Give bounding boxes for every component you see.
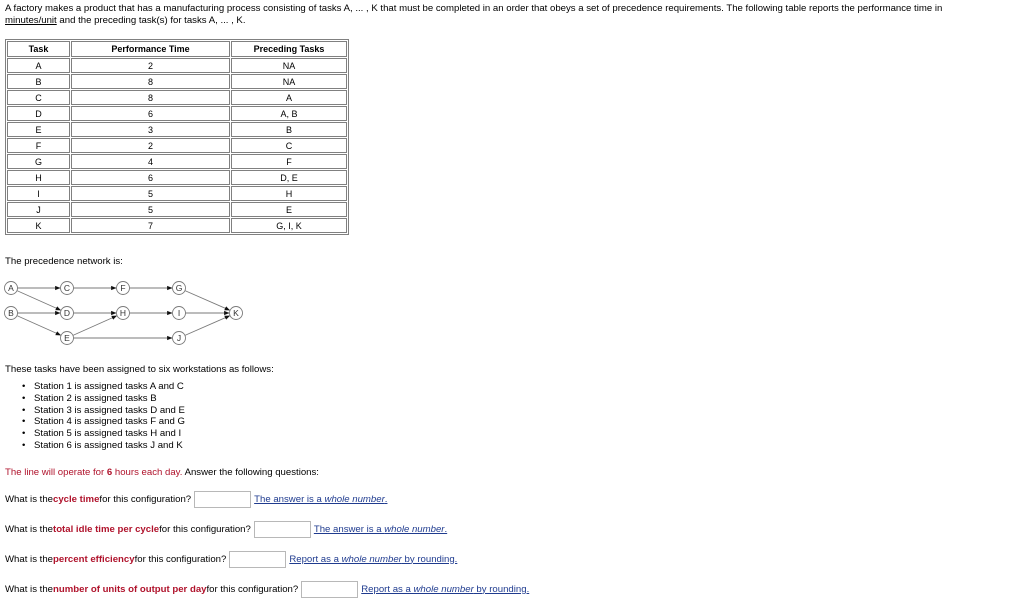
efficiency-input[interactable]: [229, 551, 286, 568]
cell-time: 3: [71, 122, 230, 137]
question-keyword: cycle time: [53, 493, 100, 505]
cell-time: 8: [71, 74, 230, 89]
assignment-intro: These tasks have been assigned to six workstations as follows:: [5, 364, 274, 375]
cell-task: B: [7, 74, 70, 89]
table-row: [7, 106, 347, 121]
node-label: C: [63, 283, 71, 293]
cell-task: E: [7, 122, 70, 137]
cell-preceding: C: [231, 138, 347, 153]
table-row: [7, 58, 347, 73]
network-label: The precedence network is:: [5, 256, 123, 267]
cell-task: H: [7, 170, 70, 185]
question-pre: What is the: [5, 583, 53, 595]
answer-format-hint[interactable]: The answer is a whole number.: [313, 523, 448, 535]
cell-time: 6: [71, 106, 230, 121]
node-label: B: [8, 308, 14, 318]
list-item: • Station 6 is assigned tasks J and K: [22, 440, 185, 452]
station-list: [22, 381, 185, 452]
node-label: K: [233, 308, 239, 318]
table-header-row: [7, 41, 347, 57]
list-item: • Station 4 is assigned tasks F and G: [22, 416, 185, 428]
node-g: [173, 282, 186, 295]
hours-pre: The line will operate for: [5, 467, 107, 478]
node-c: [61, 282, 74, 295]
cell-task: C: [7, 90, 70, 105]
intro-units: minutes/unit: [5, 15, 57, 26]
node-a: [5, 282, 18, 295]
header-task: Task: [7, 41, 70, 57]
node-label: J: [176, 333, 182, 343]
cell-time: 7: [71, 218, 230, 233]
cell-time: 2: [71, 138, 230, 153]
list-item: • Station 2 is assigned tasks B: [22, 393, 185, 405]
answer-format-hint[interactable]: The answer is a whole number.: [254, 493, 388, 505]
node-k: [230, 307, 243, 320]
node-label: G: [175, 283, 183, 293]
cell-preceding: NA: [231, 58, 347, 73]
cell-preceding: H: [231, 186, 347, 201]
hours-number: 6: [106, 467, 113, 478]
table-row: [7, 186, 347, 201]
answer-format-hint[interactable]: Report as a whole number by rounding.: [361, 583, 530, 595]
header-performance-time: Performance Time: [71, 41, 230, 57]
table-row: [7, 74, 347, 89]
edge-g-k: [185, 291, 230, 311]
cell-preceding: NA: [231, 74, 347, 89]
cell-preceding: G, I, K: [231, 218, 347, 233]
question-percent-efficiency: [5, 549, 457, 569]
header-preceding-tasks: Preceding Tasks: [231, 41, 347, 57]
cell-time: 2: [71, 58, 230, 73]
idle-time-input[interactable]: [254, 521, 311, 538]
question-keyword: number of units of output per day: [53, 583, 207, 595]
table-row: [7, 218, 347, 233]
edge-b-e: [17, 316, 61, 335]
table-row: [7, 138, 347, 153]
node-e: [61, 332, 74, 345]
performance-table: [5, 39, 349, 235]
cell-preceding: A: [231, 90, 347, 105]
node-f: [117, 282, 130, 295]
node-d: [61, 307, 74, 320]
question-post: for this configuration?: [159, 523, 251, 535]
cell-task: I: [7, 186, 70, 201]
table-row: [7, 90, 347, 105]
node-label: F: [120, 283, 126, 293]
cell-task: K: [7, 218, 70, 233]
question-post: for this configuration?: [206, 583, 299, 595]
edge-j-k: [185, 316, 230, 336]
node-b: [5, 307, 18, 320]
problem-intro: [5, 3, 1015, 27]
cell-time: 4: [71, 154, 230, 169]
question-keyword: percent efficiency: [53, 553, 135, 565]
cell-preceding: B: [231, 122, 347, 137]
list-item: • Station 1 is assigned tasks A and C: [22, 381, 185, 393]
cell-task: G: [7, 154, 70, 169]
cell-preceding: D, E: [231, 170, 347, 185]
list-item: • Station 3 is assigned tasks D and E: [22, 405, 185, 417]
node-label: D: [63, 308, 71, 318]
intro-line1: A factory makes a product that has a manufacturing process consisting of tasks A, ... , K that must be completed in an order that obeys a set of precedence requirements. The following table reports the performance time in: [5, 3, 943, 14]
edge-a-d: [17, 291, 61, 310]
table-row: [7, 202, 347, 217]
question-output-per-day: [5, 579, 529, 599]
operating-hours-text: [5, 467, 319, 478]
cell-preceding: F: [231, 154, 347, 169]
node-label: E: [64, 333, 70, 343]
question-keyword: total idle time per cycle: [53, 523, 160, 535]
node-label: H: [119, 308, 127, 318]
cell-task: A: [7, 58, 70, 73]
node-h: [117, 307, 130, 320]
question-idle-time: [5, 519, 447, 539]
node-i: [173, 307, 186, 320]
cycle-time-input[interactable]: [194, 491, 251, 508]
cell-task: F: [7, 138, 70, 153]
table-row: [7, 122, 347, 137]
cell-time: 6: [71, 170, 230, 185]
hours-mid: hours each day.: [112, 467, 183, 478]
cell-time: 5: [71, 202, 230, 217]
answer-format-hint[interactable]: Report as a whole number by rounding.: [289, 553, 458, 565]
question-post: for this configuration?: [99, 493, 192, 505]
cell-time: 8: [71, 90, 230, 105]
question-pre: What is the: [5, 523, 53, 535]
question-pre: What is the: [5, 493, 53, 505]
cell-task: J: [7, 202, 70, 217]
node-label: I: [177, 308, 181, 318]
hours-post: Answer the following questions:: [182, 467, 319, 478]
cell-task: D: [7, 106, 70, 121]
question-post: for this configuration?: [134, 553, 227, 565]
edge-e-h: [73, 316, 117, 335]
intro-line2: and the preceding task(s) for tasks A, ... , K.: [56, 15, 246, 26]
cell-preceding: A, B: [231, 106, 347, 121]
node-j: [173, 332, 186, 345]
cell-time: 5: [71, 186, 230, 201]
node-label: A: [8, 283, 14, 293]
cell-preceding: E: [231, 202, 347, 217]
precedence-network-diagram: [0, 276, 260, 352]
question-cycle-time: [5, 489, 387, 509]
table-row: [7, 154, 347, 169]
units-per-day-input[interactable]: [301, 581, 358, 598]
question-pre: What is the: [5, 553, 53, 565]
table-row: [7, 170, 347, 185]
list-item: • Station 5 is assigned tasks H and I: [22, 428, 185, 440]
